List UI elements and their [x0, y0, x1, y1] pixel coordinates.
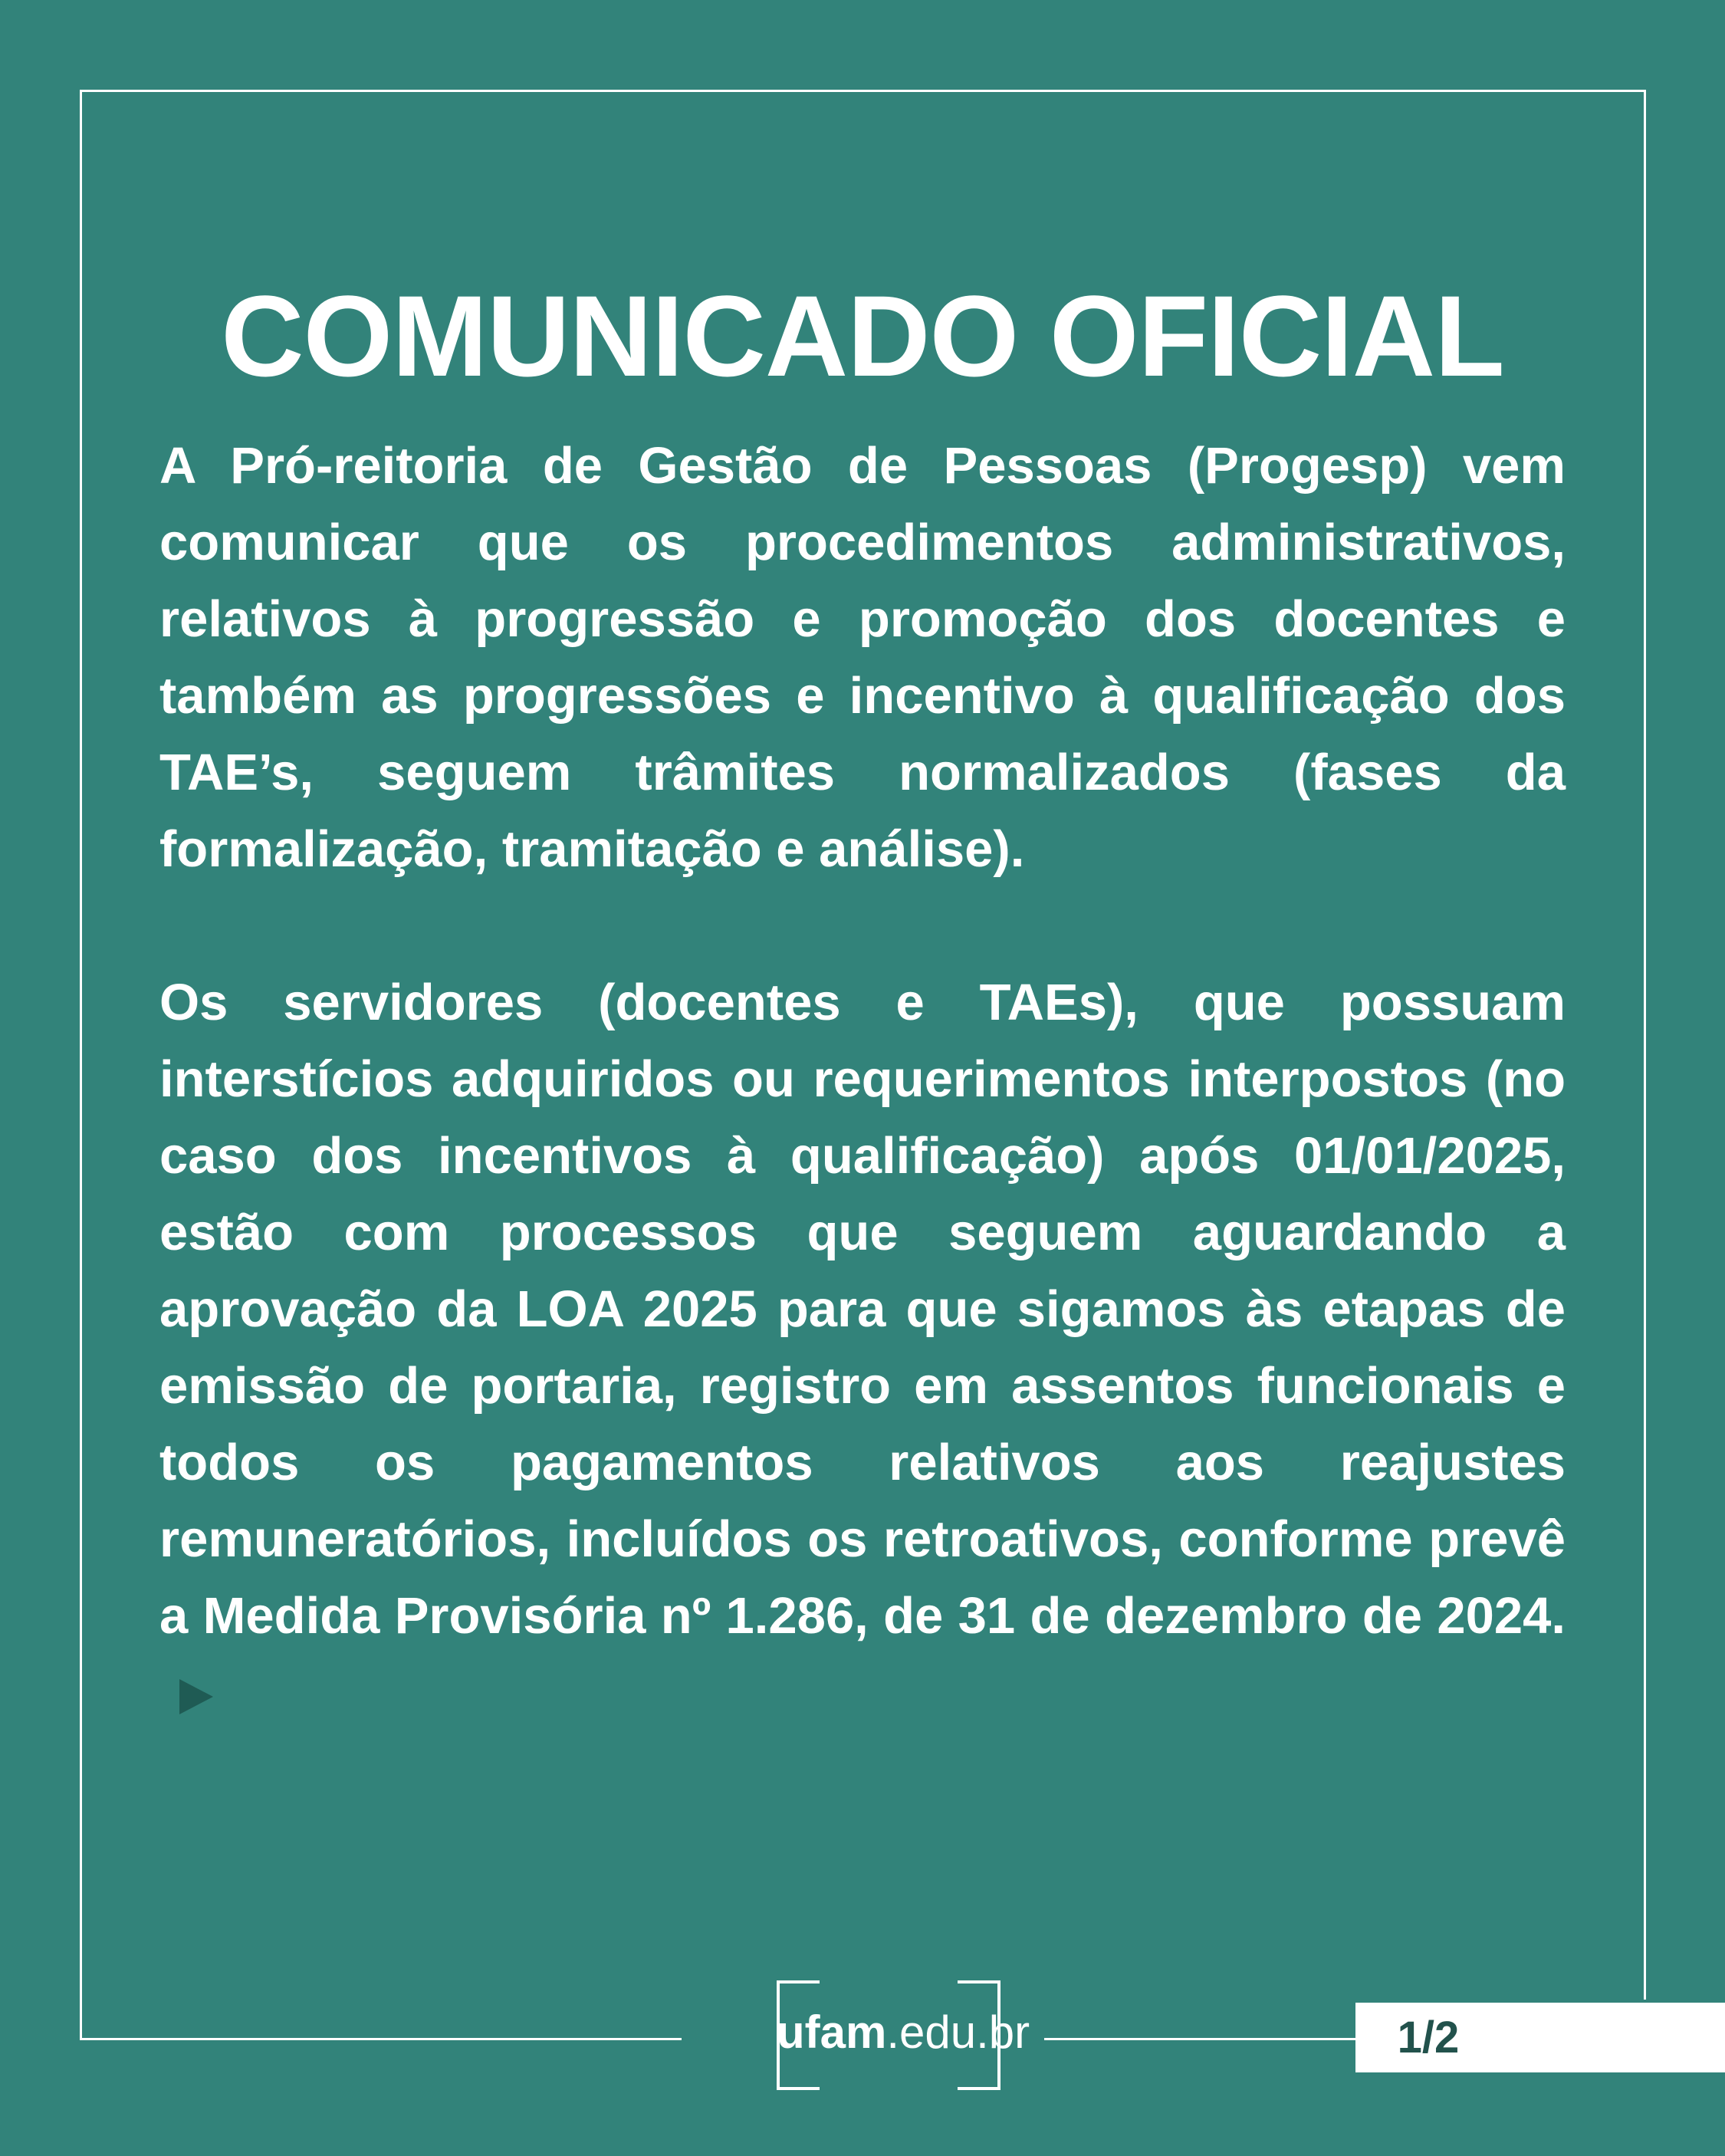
play-triangle-icon — [179, 1679, 213, 1714]
logo-text-light: .edu.br — [886, 2006, 1030, 2058]
frame-top-border — [80, 90, 1646, 92]
frame-bottom-left-border — [80, 2038, 682, 2040]
ufam-logo — [777, 1980, 1030, 2092]
paragraph-details — [159, 965, 1566, 1731]
logo-text — [777, 2002, 1030, 2063]
page-indicator: 1/2 — [1397, 2013, 1460, 2062]
logo-text-strong: ufam — [777, 2006, 887, 2058]
frame-bottom-right-border — [1044, 2038, 1366, 2040]
page-title: COMUNICADO OFICIAL — [221, 271, 1504, 400]
paragraph-intro: A Pró-reitoria de Gestão de Pessoas (Progesp) vem comunicar que os procedimentos administrativos, relativos à progressão e promoção dos docentes e também as progressões e incentivo à qualificação dos TAE’s, seguem trâmites normalizados (fases da formalização, tramitação e análise). — [159, 437, 1566, 878]
paragraph-details-text: Os servidores (docentes e TAEs), que possuam interstícios adquiridos ou requerimentos interpostos (no caso dos incentivos à qualificação) após 01/01/2025, estão com processos que seguem aguardando a aprovação da LOA 2025 para que sigamos às etapas de emissão de portaria, registro em assentos funcionais e todos os pagamentos relativos aos reajustes remuneratórios, incluídos os retroativos, conforme prevê a Medida Provisória nº 1.286, de 31 de dezembro de 2024. — [159, 974, 1566, 1645]
